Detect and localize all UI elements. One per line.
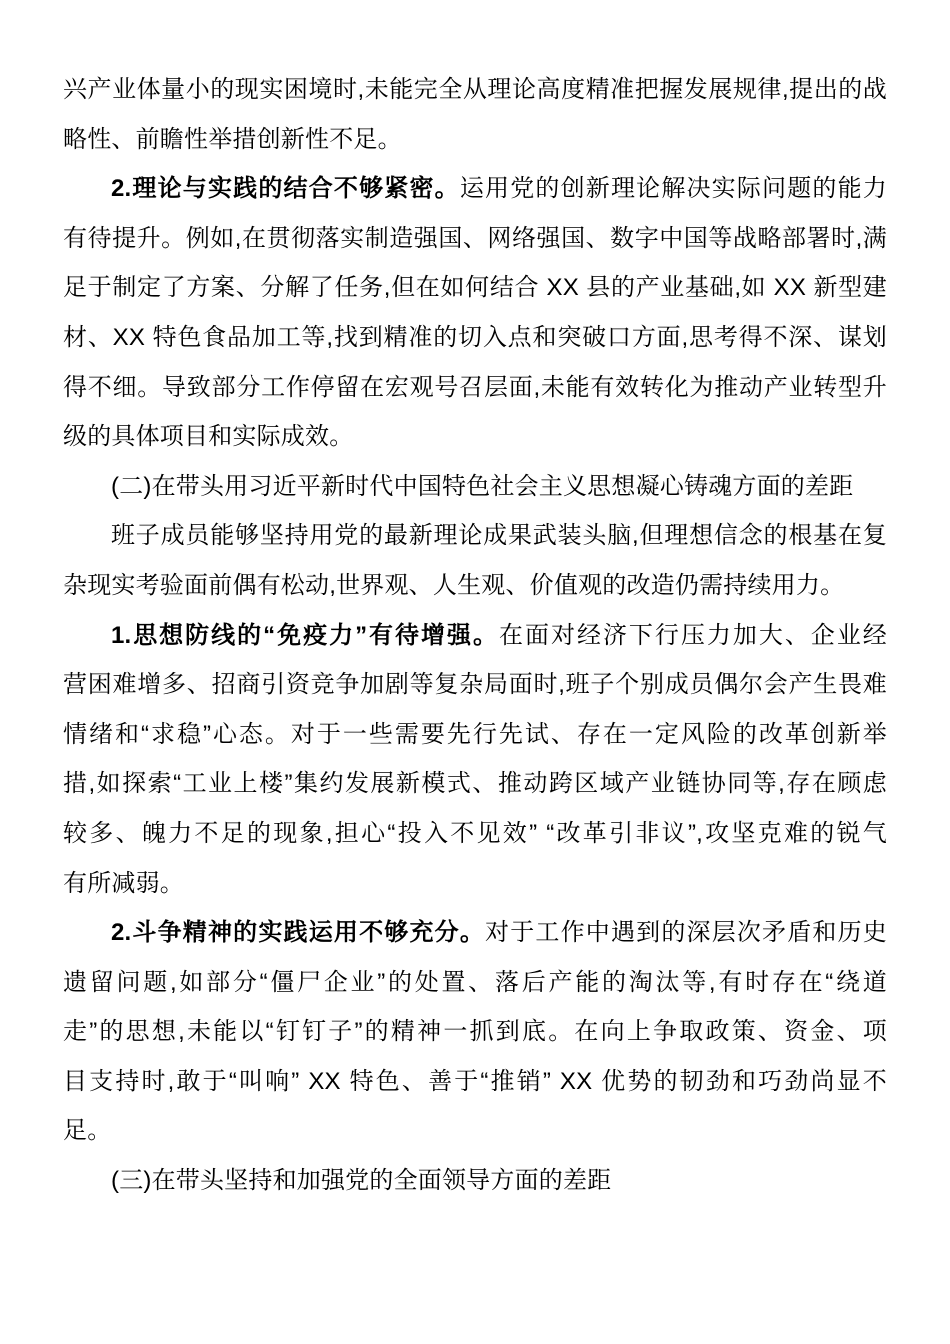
text-segment: 有所减弱。 xyxy=(63,869,184,897)
text-line xyxy=(63,313,887,363)
text-segment: (三)在带头坚持和加强党的全面领导方面的差距 xyxy=(111,1167,612,1195)
text-line xyxy=(63,660,887,710)
text-segment: 材、XX 特色食品加工等,找到精准的切入点和突破口方面,思考得不深、谋划 xyxy=(63,323,887,351)
section-heading xyxy=(63,1156,887,1206)
text-line xyxy=(63,859,887,909)
text-segment: (二)在带头用习近平新时代中国特色社会主义思想凝心铸魂方面的差距 xyxy=(111,472,854,500)
paragraph xyxy=(63,611,887,909)
text-line xyxy=(63,1007,887,1057)
text-line xyxy=(63,611,887,661)
text-line xyxy=(63,214,887,264)
text-line xyxy=(63,462,887,512)
text-line xyxy=(63,1106,887,1156)
text-segment: 足于制定了方案、分解了任务,但在如何结合 XX 县的产业基础,如 XX 新型建 xyxy=(63,274,887,302)
section-heading xyxy=(63,462,887,512)
text-segment: 对于工作中遇到的深层次矛盾和历史 xyxy=(485,919,888,947)
text-line xyxy=(63,263,887,313)
text-line xyxy=(63,908,887,958)
text-segment: 班子成员能够坚持用党的最新理论成果武装头脑,但理想信念的根基在复 xyxy=(111,522,887,550)
text-line xyxy=(63,511,887,561)
text-line xyxy=(63,958,887,1008)
text-segment: 遗留问题,如部分“僵尸企业”的处置、落后产能的淘汰等,有时存在“绕道 xyxy=(63,968,887,996)
paragraph xyxy=(63,908,887,1156)
text-segment: 有待提升。例如,在贯彻落实制造强国、网络强国、数字中国等战略部署时,满 xyxy=(63,224,887,252)
text-line xyxy=(63,115,887,165)
text-line xyxy=(63,561,887,611)
text-line xyxy=(63,65,887,115)
text-segment: 兴产业体量小的现实困境时,未能完全从理论高度精准把握发展规律,提出的战 xyxy=(63,76,887,103)
text-segment: 在面对经济下行压力加大、企业经 xyxy=(499,621,888,649)
text-segment: 运用党的创新理论解决实际问题的能力 xyxy=(459,175,888,203)
paragraph xyxy=(63,65,887,164)
text-line xyxy=(63,1057,887,1107)
text-segment: 目支持时,敢于“叫响” XX 特色、善于“推销” XX 优势的韧劲和巧劲尚显不 xyxy=(63,1067,887,1095)
text-line xyxy=(63,363,887,413)
paragraph xyxy=(63,164,887,462)
text-line xyxy=(63,710,887,760)
text-segment: 营困难增多、招商引资竞争加剧等复杂局面时,班子个别成员偶尔会产生畏难 xyxy=(63,671,887,699)
text-line xyxy=(63,809,887,859)
text-segment: 得不细。导致部分工作停留在宏观号召层面,未能有效转化为推动产业转型升 xyxy=(63,373,887,401)
document-body xyxy=(63,65,887,1206)
bold-lead-text: 1.思想防线的“免疫力”有待增强。 xyxy=(111,621,499,649)
text-segment: 较多、魄力不足的现象,担心“投入不见效” “改革引非议”,攻坚克难的锐气 xyxy=(63,819,887,847)
text-segment: 措,如探索“工业上楼”集约发展新模式、推动跨区域产业链协同等,存在顾虑 xyxy=(63,770,887,798)
text-segment: 走”的思想,未能以“钉钉子”的精神一抓到底。在向上争取政策、资金、项 xyxy=(63,1018,887,1046)
paragraph xyxy=(63,511,887,610)
text-segment: 杂现实考验面前偶有松动,世界观、人生观、价值观的改造仍需持续用力。 xyxy=(63,571,845,599)
bold-lead-text: 2.斗争精神的实践运用不够充分。 xyxy=(111,919,486,947)
text-segment: 足。 xyxy=(63,1117,112,1145)
text-segment: 情绪和“求稳”心态。对于一些需要先行先试、存在一定风险的改革创新举 xyxy=(63,720,887,748)
text-line xyxy=(63,164,887,214)
text-line xyxy=(63,412,887,462)
text-segment: 级的具体项目和实际成效。 xyxy=(63,423,354,451)
text-segment: 略性、前瞻性举措创新性不足。 xyxy=(63,125,402,153)
text-line xyxy=(63,759,887,809)
bold-lead-text: 2.理论与实践的结合不够紧密。 xyxy=(111,175,460,203)
text-line xyxy=(63,1156,887,1206)
